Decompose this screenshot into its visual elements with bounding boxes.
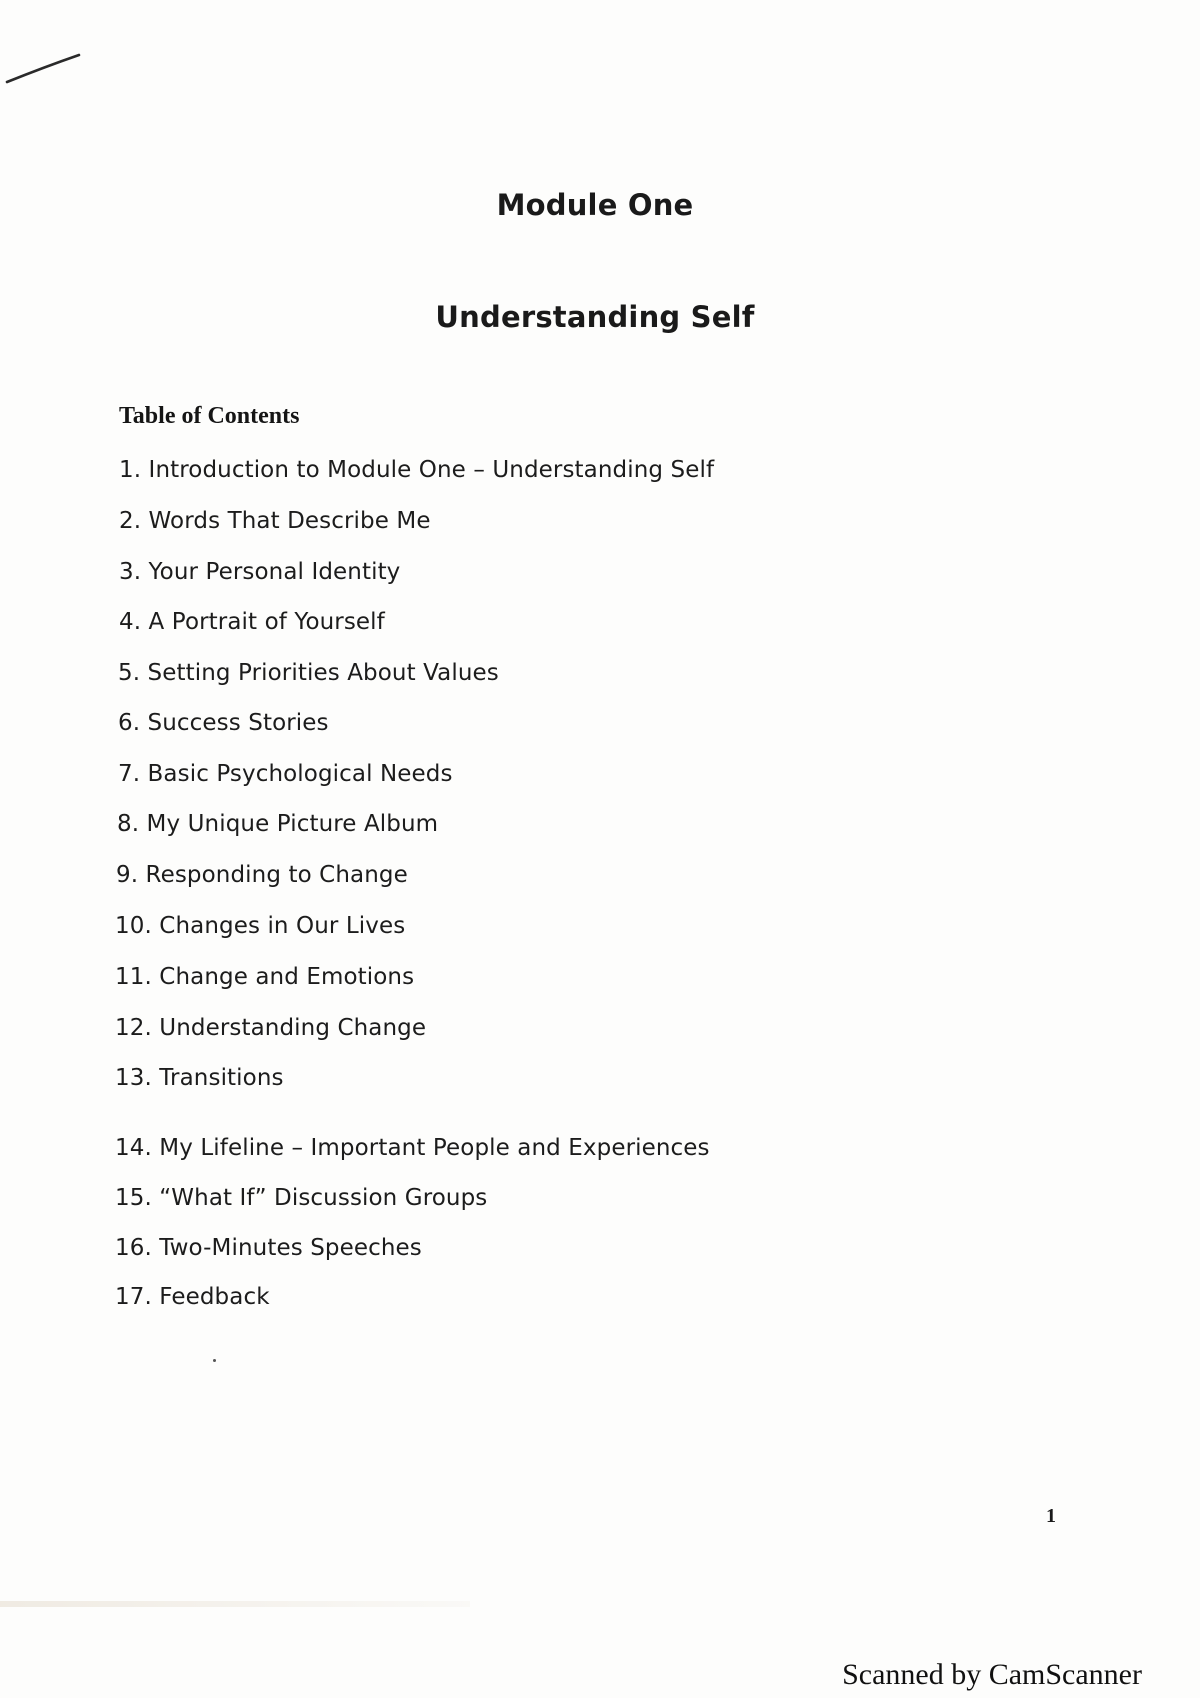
toc-item: 4. A Portrait of Yourself — [119, 609, 385, 635]
page-number: 1 — [1046, 1505, 1056, 1527]
module-title: Module One — [496, 188, 694, 222]
module-subtitle: Understanding Self — [435, 300, 755, 334]
toc-item: 15. “What If” Discussion Groups — [115, 1185, 488, 1211]
scan-smudge — [0, 1601, 470, 1607]
toc-item: 14. My Lifeline – Important People and Experiences — [115, 1135, 710, 1161]
toc-item: 9. Responding to Change — [116, 862, 408, 888]
toc-item: 6. Success Stories — [118, 710, 329, 736]
toc-item: 13. Transitions — [115, 1065, 284, 1091]
toc-item: 7. Basic Psychological Needs — [118, 761, 453, 787]
toc-item: 1. Introduction to Module One – Understanding Self — [119, 457, 715, 483]
stray-dot — [213, 1359, 216, 1362]
scanner-watermark: Scanned by CamScanner — [842, 1658, 1142, 1691]
pen-stroke-mark — [5, 52, 81, 86]
toc-item: 12. Understanding Change — [115, 1015, 427, 1041]
toc-item: 8. My Unique Picture Album — [117, 811, 439, 837]
toc-item: 11. Change and Emotions — [115, 964, 415, 990]
toc-item: 10. Changes in Our Lives — [115, 913, 406, 939]
toc-item: 16. Two-Minutes Speeches — [115, 1235, 422, 1261]
toc-heading: Table of Contents — [119, 403, 300, 429]
toc-item: 17. Feedback — [115, 1284, 270, 1310]
toc-item: 2. Words That Describe Me — [119, 508, 431, 534]
toc-item: 3. Your Personal Identity — [119, 559, 401, 585]
toc-item: 5. Setting Priorities About Values — [118, 660, 499, 686]
